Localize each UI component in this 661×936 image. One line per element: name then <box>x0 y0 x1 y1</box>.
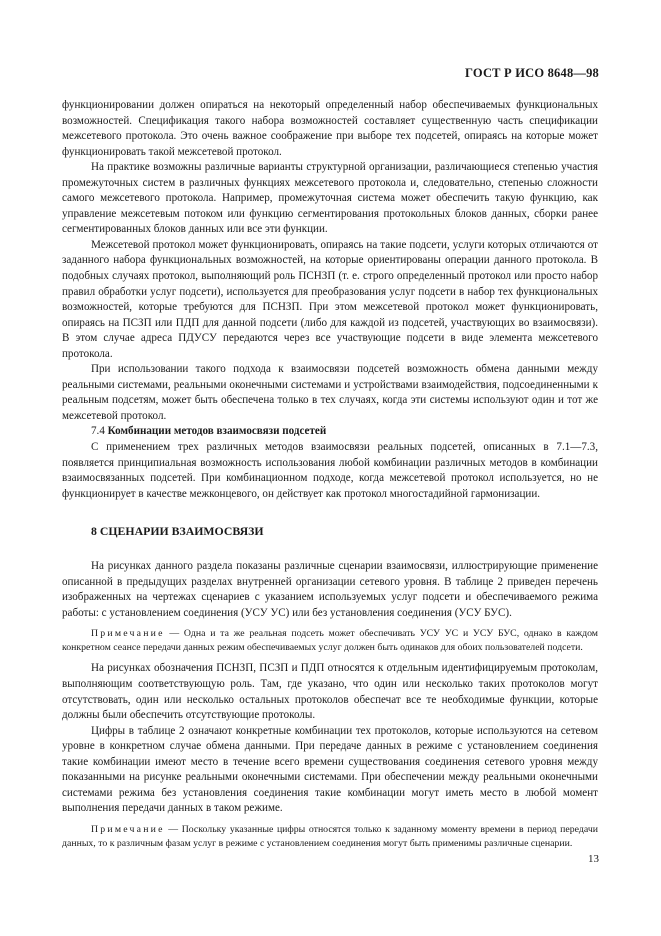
note-text: — Одна и та же реальная подсеть может обеспечивать УСУ УС и УСУ БУС, однако в каждом конкретном сеансе передачи данных режим обеспечиваемых услуг должен быть одинаков для обоих пользователей подсети. <box>62 628 598 654</box>
paragraph: С применением трех различных методов взаимосвязи реальных подсетей, описанных в 7.1—7.3, появляется принципиальная возможность использования любой комбинации различных методов в комбинации взаимосвязанных подсетей. При комбинационном подходе, когда межсетевой протокол используется, но не функционирует в качестве межконцевого, он действует как протокол многостадийной гармонизации. <box>62 441 598 500</box>
page-number: 13 <box>588 853 599 865</box>
paragraph: На рисунках обозначения ПСНЗП, ПСЗП и ПДП относятся к отдельным идентифицируемым протоколам, выполняющим соответствующую роль. Там, где указано, что один или несколько таких протоколов могут отсутствовать, один или несколько остальных протоколов обеспечат все те необходимые функции, которые должны были обеспечить отсутствующие протоколы. <box>62 662 598 722</box>
subsection-title: Комбинации методов взаимосвязи подсетей <box>107 425 327 438</box>
paragraph: Межсетевой протокол может функционировать, опираясь на такие подсети, услуги которых отличаются от заданного набора функциональных возможностей, на которые ориентированы операции данного протокола. В подобных случаях протокол, выполняющий роль ПСНЗП (т. е. строго определенный протокол или просто набор правил обработки услуг подсети), используется для преобразования услуг подсети в набор тех функциональных возможностей, которые требуются для ПСНЗП. При этом межсетевой протокол может функционировать, опираясь на ПСЗП или ПДП для данной подсети (либо для каждой из подсетей, участвующих во взаимосвязи). В этом случае адреса ПДУСУ передаются через все участвующие подсети в виде элемента межсетевого протокола. <box>62 238 598 360</box>
note-label: Примечание <box>91 628 165 640</box>
subsection-number: 7.4 <box>91 425 105 438</box>
subsection-heading <box>62 424 598 440</box>
paragraph: функционировании должен опираться на некоторый определенный набор обеспечиваемых функциональных возможностей. Спецификация такого набора возможностей составляет существенную часть спецификации межсетевого протокола. Это очень важное соображение при выборе тех подсетей, опираясь на которые может функционировать такой межсетевой протокол. <box>62 99 598 158</box>
section-title: 8 СЦЕНАРИИ ВЗАИМОСВЯЗИ <box>91 524 264 539</box>
paragraph: При использовании такого подхода к взаимосвязи подсетей возможность обмена данными между реальными системами, реальными оконечными системами и устройствами взаимодействия, подсоединенными к реальным подсетям, может быть обеспечена только в тех случаях, когда эти системы используют один и тот же межсетевой протокол. <box>62 363 598 422</box>
note <box>62 627 598 655</box>
paragraph: На практике возможны различные варианты структурной организации, различающиеся степенью участия промежуточных систем в различных функциях межсетевого протокола и, следовательно, степенью сложности самого межсетевого протокола. Например, промежуточная система может обеспечить такую функцию, как управление межсетевым потоком или функцию сегментирования протокольных блоков данных, сборки ранее сегментированных блоков данных или все эти функции. <box>62 161 598 236</box>
paragraph: На рисунках данного раздела показаны различные сценарии взаимосвязи, иллюстрирующие применение описанной в предыдущих разделах внутренней организации сетевого уровня. В таблице 2 приведен перечень изображенных на чертежах сценариев с указанием используемых услуг подсети и обеспечиваемого режима работы: с установлением соединения (УСУ УС) или без установления соединения (УСУ БУС). <box>62 560 598 619</box>
note-text: — Поскольку указанные цифры относятся только к заданному моменту времени в период передачи данных, то к различным фазам услуг в режиме с установлением соединения могут быть применимы различные сценарии. <box>62 823 598 849</box>
note-label: Примечание <box>91 823 165 835</box>
page-body <box>62 98 598 851</box>
document-header: ГОСТ Р ИСО 8648—98 <box>465 66 599 80</box>
paragraph: Цифры в таблице 2 означают конкретные комбинации тех протоколов, которые используются на сетевом уровне в конкретном случае обмена данными. При передаче данных в режиме с установлением соединения такие комбинации имеют место в течение всего времени существования соединения сетевого уровня между показанными на рисунке реальными оконечными системами. При обеспечении между реальными оконечными системами режима без установления соединения такие комбинации могут иметь место в любой момент выполнения передачи данных в таком режиме. <box>62 724 598 815</box>
note <box>62 823 598 851</box>
